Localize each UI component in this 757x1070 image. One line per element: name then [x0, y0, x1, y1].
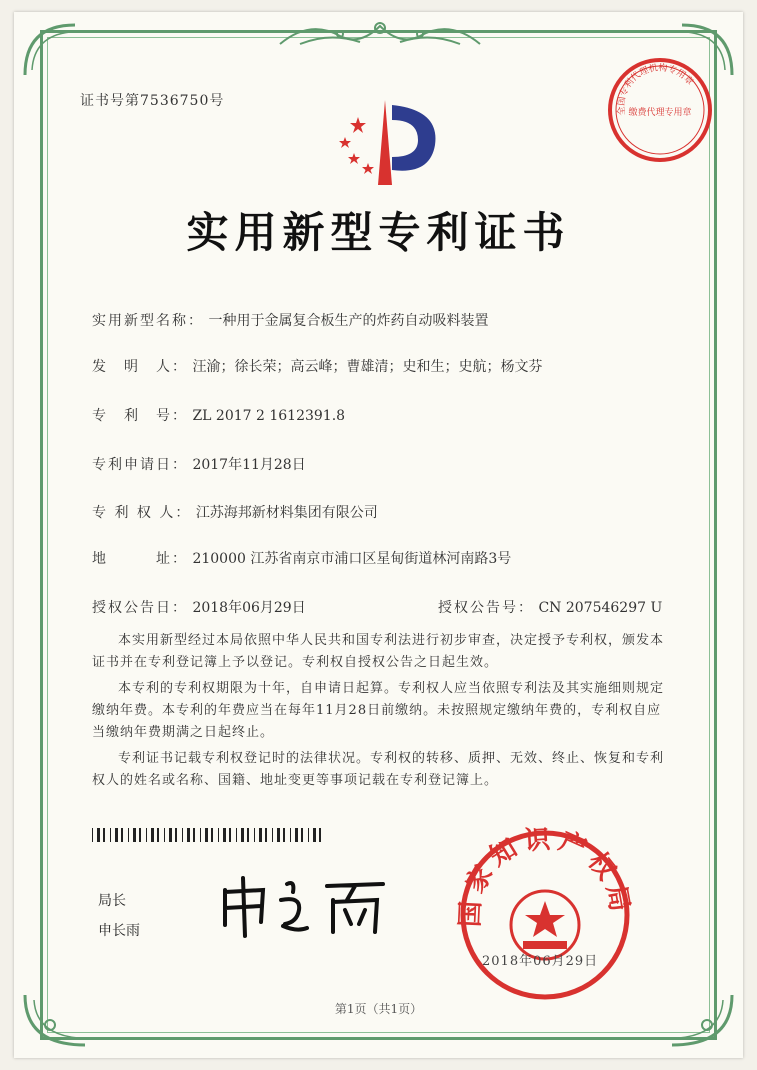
- patent-number-label: 专 利 号：: [92, 408, 188, 424]
- agency-seal-icon: [605, 55, 715, 165]
- patent-office-logo-icon: [330, 95, 450, 190]
- patentee-row: [92, 502, 378, 522]
- corner-ornament-icon: [20, 990, 90, 1050]
- seal-date: 2018年06月29日: [482, 954, 599, 969]
- director-signature-icon: [215, 870, 395, 940]
- body-paragraph-3: 专利证书记载专利权登记时的法律状况。专利权的转移、质押、无效、终止、恢复和专利权人的姓名或名称、国籍、地址变更等事项记载在专利登记簿上。: [92, 751, 665, 788]
- grant-number-label: 授权公告号：: [438, 600, 534, 616]
- address-row: [92, 548, 511, 568]
- corner-ornament-icon: [667, 990, 737, 1050]
- page-number: 第1页（共1页）: [334, 1002, 423, 1016]
- director-name: 申长雨: [98, 923, 140, 939]
- inventors-value: 汪渝；徐长荣；高云峰；曹雄清；史和生；史航；杨文芬: [192, 359, 543, 375]
- grant-date-row: [92, 597, 306, 617]
- patent-number-row: [92, 405, 345, 425]
- small-seal-text: 全国专利代理机构专用章: [616, 63, 695, 116]
- certificate-number: 证书号第7536750号: [80, 93, 225, 109]
- filing-date-label: 专利申请日：: [92, 457, 188, 473]
- top-ornament-icon: [270, 14, 490, 54]
- inventors-row: [92, 356, 542, 376]
- inventors-label: 发 明 人：: [92, 359, 188, 375]
- body-paragraph-2: 本专利的专利权期限为十年，自申请日起算。专利权人应当依照专利法及其实施细则规定缴纳年费。本专利的年费应当在每年11月28日前缴纳。未按照规定缴纳年费的，专利权自应当缴纳年费期满之日起终止。: [92, 681, 665, 740]
- body-paragraph-1: 本实用新型经过本局依照中华人民共和国专利法进行初步审查，决定授予专利权，颁发本证书并在专利登记簿上予以登记。专利权自授权公告之日起生效。: [92, 633, 665, 670]
- small-seal-inner: 缴费代理专用章: [628, 108, 692, 118]
- barcode-icon: [92, 828, 322, 842]
- patentee-value: 江苏海邦新材料集团有限公司: [195, 505, 378, 521]
- patent-number-value: ZL 2017 2 1612391.8: [192, 408, 346, 424]
- grant-date-label: 授权公告日：: [92, 600, 188, 616]
- grant-number-row: [438, 597, 662, 617]
- seal-outer-text: 国家知识产权局: [455, 825, 635, 928]
- grant-date-value: 2018年06月29日: [192, 600, 306, 616]
- corner-ornament-icon: [20, 20, 80, 80]
- grant-number-value: CN 207546297 U: [538, 600, 663, 616]
- utility-model-name-row: [92, 310, 488, 330]
- address-label: 地 址：: [92, 551, 188, 567]
- director-title: 局长: [98, 893, 126, 909]
- filing-date-row: [92, 454, 306, 474]
- name-value: 一种用于金属复合板生产的炸药自动吸料装置: [208, 313, 489, 329]
- national-ip-office-seal-icon: [455, 825, 635, 1005]
- address-value: 210000 江苏省南京市浦口区星甸街道林河南路3号: [192, 551, 512, 567]
- filing-date-value: 2017年11月28日: [192, 457, 306, 473]
- name-label: 实用新型名称：: [92, 313, 204, 329]
- patentee-label: 专 利 权 人：: [92, 505, 192, 521]
- page-title: 实用新型专利证书: [186, 208, 571, 257]
